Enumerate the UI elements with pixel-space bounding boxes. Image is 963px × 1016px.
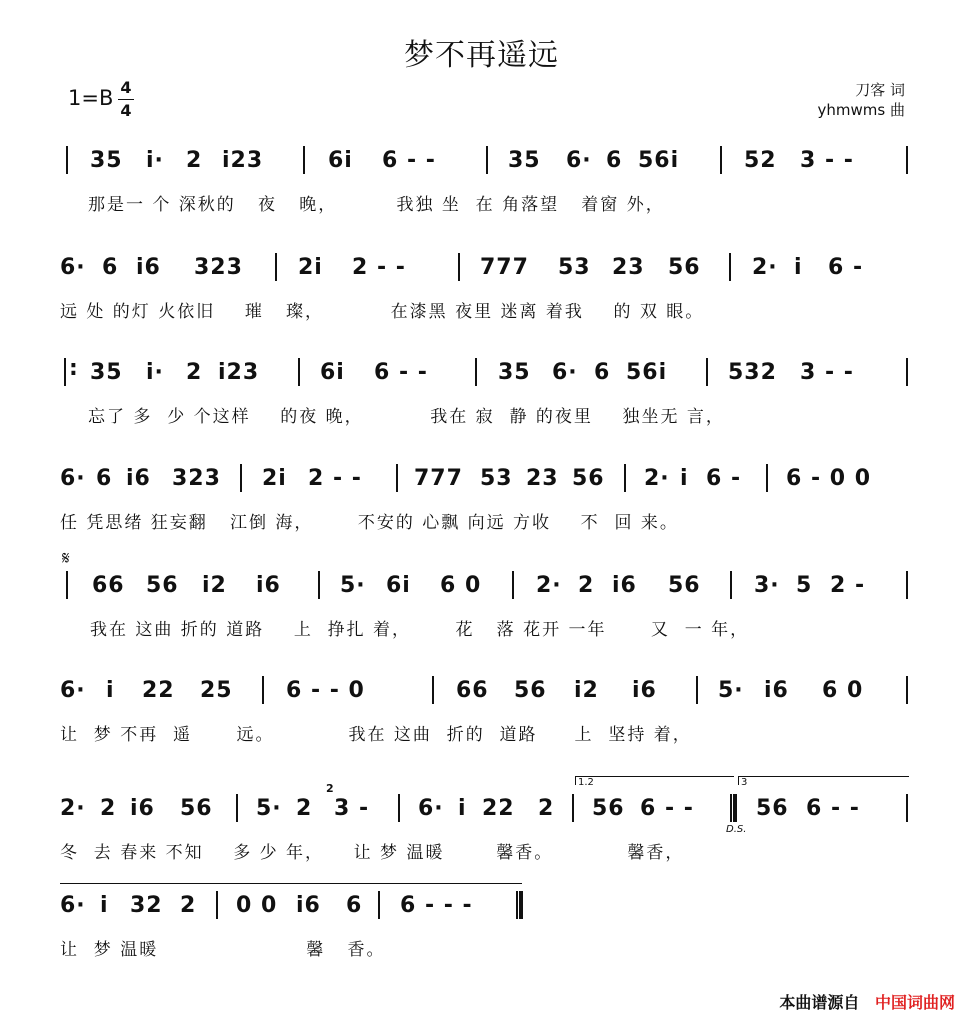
note-group: i2 (202, 573, 227, 598)
note-group: 3 - - (800, 148, 854, 173)
note-group: 6 - 0 0 (786, 466, 872, 491)
note-group: 2 (578, 573, 595, 598)
note-group: 23 (612, 255, 645, 280)
note-group: 6· (566, 148, 592, 173)
note-group: 53 (480, 466, 513, 491)
note-group: 6· (418, 796, 444, 821)
lyrics-line: 那是一 个 深秋的 夜 晚， 我独 坐 在 角落望 着窗 外， (88, 195, 665, 215)
notation-line (0, 885, 963, 925)
note-group: 2i (262, 466, 287, 491)
note-group: 5· (256, 796, 282, 821)
note-group: 2· (752, 255, 778, 280)
note-group: 6· (552, 360, 578, 385)
score-row-2 (0, 247, 963, 347)
note-group: 6 (594, 360, 611, 385)
note-group: i· (146, 360, 164, 385)
score-row-4 (0, 458, 963, 558)
note-group: 6 - - (640, 796, 694, 821)
note-group: 2 - - (352, 255, 406, 280)
score-row-5 (0, 565, 963, 665)
volta-second-ending: 3 (738, 776, 909, 785)
score-row-8 (0, 885, 963, 985)
notation-line (0, 140, 963, 180)
score-row-1 (0, 140, 963, 240)
note-group: i6 (612, 573, 637, 598)
note-group: i (100, 893, 109, 918)
note-group: 6· (60, 678, 86, 703)
time-signature (118, 78, 134, 121)
note-group: 532 (728, 360, 777, 385)
note-group: i23 (222, 148, 264, 173)
note-group: i6 (136, 255, 161, 280)
score-row-6 (0, 670, 963, 770)
notation-line (0, 670, 963, 710)
footer-site-link[interactable]: 中国词曲网 (874, 993, 955, 1012)
note-group: i6 (632, 678, 657, 703)
note-group: 6· (60, 255, 86, 280)
note-group: 56 (146, 573, 179, 598)
note-group: i· (146, 148, 164, 173)
note-group: 5· (340, 573, 366, 598)
note-group: 2 (180, 893, 197, 918)
note-group: 2· (644, 466, 670, 491)
note-group: 3 - - (800, 360, 854, 385)
note-group: 777 (480, 255, 529, 280)
note-group: 323 (172, 466, 221, 491)
note-group: 5· (718, 678, 744, 703)
note-group: 66 (92, 573, 125, 598)
note-group: 6 0 (822, 678, 864, 703)
note-group: i6 (764, 678, 789, 703)
note-group: 56 (668, 255, 701, 280)
note-group: 22 (142, 678, 175, 703)
segno-sign: 𝄋 (62, 548, 70, 569)
note-group: i6 (296, 893, 321, 918)
note-group: 6 - - (374, 360, 428, 385)
note-group: 3 - (334, 796, 370, 821)
note-group: 56 (668, 573, 701, 598)
credits (818, 80, 905, 120)
note-group: 6i (386, 573, 411, 598)
score-row-3 (0, 352, 963, 452)
lyricist-credit: 刀客 词 (855, 81, 905, 99)
note-group: i2 (574, 678, 599, 703)
composer-credit: yhmwms 曲 (817, 101, 905, 119)
note-group: 35 (508, 148, 541, 173)
note-group: 56 (756, 796, 789, 821)
note-group: 2· (60, 796, 86, 821)
notation-line (0, 352, 963, 392)
note-group: 56i (638, 148, 680, 173)
note-group: 6i (328, 148, 353, 173)
grace-note: 2 (326, 782, 335, 795)
note-group: 2 (186, 360, 203, 385)
note-group: 56 (180, 796, 213, 821)
note-group: i (794, 255, 803, 280)
note-group: 2 (100, 796, 117, 821)
note-group: 35 (90, 148, 123, 173)
coda-bracket (60, 883, 522, 884)
note-group: 6 (606, 148, 623, 173)
score-row-7 (0, 777, 963, 888)
note-group: 2 - (830, 573, 866, 598)
note-group: 23 (526, 466, 559, 491)
lyrics-line: 远 处 的灯 火依旧 璀 璨， 在漆黑 夜里 迷离 着我 的 双 眼。 (60, 302, 705, 322)
note-group: 6 (346, 893, 363, 918)
note-group: 56i (626, 360, 668, 385)
note-group: 53 (558, 255, 591, 280)
note-group: i (106, 678, 115, 703)
note-group: 35 (90, 360, 123, 385)
footer-credit (779, 990, 955, 1013)
note-group: 3· (754, 573, 780, 598)
note-group: 323 (194, 255, 243, 280)
lyrics-line: 冬 去 春来 不知 多 少 年， 让 梦 温暖 馨香。 馨香， (60, 843, 685, 863)
time-signature-top: 4 (120, 78, 132, 97)
final-barline (516, 891, 523, 919)
note-group: 6 (102, 255, 119, 280)
note-group: i6 (126, 466, 151, 491)
note-group: 6 - - (382, 148, 436, 173)
note-group: 35 (498, 360, 531, 385)
note-group: 52 (744, 148, 777, 173)
lyrics-line: 任 凭思绪 狂妄翻 江倒 海， 不安的 心飘 向远 方收 不 回 来。 (60, 513, 679, 533)
time-signature-bottom: 4 (120, 101, 132, 120)
note-group: 2 (296, 796, 313, 821)
note-group: 0 0 (236, 893, 278, 918)
note-group: 32 (130, 893, 163, 918)
note-group: i (458, 796, 467, 821)
lyrics-line: 忘了 多 少 个这样 的夜 晚， 我在 寂 静 的夜里 独坐无 言， (88, 407, 725, 427)
note-group: i23 (218, 360, 260, 385)
note-group: 6i (320, 360, 345, 385)
note-group: 22 (482, 796, 515, 821)
note-group: 2· (536, 573, 562, 598)
note-group: 777 (414, 466, 463, 491)
volta-first-ending: 1.2 (575, 776, 734, 785)
lyrics-line: 让 梦 不再 遥 远。 我在 这曲 折的 道路 上 坚持 着， (60, 725, 692, 745)
note-group: i6 (256, 573, 281, 598)
note-group: 6 - (706, 466, 742, 491)
lyrics-line: 我在 这曲 折的 道路 上 挣扎 着， 花 落 花开 一年 又 一 年， (90, 620, 750, 640)
note-group: 5 (796, 573, 813, 598)
note-group: 6 - - - (400, 893, 473, 918)
note-group: 6 - - 0 (286, 678, 365, 703)
note-group: 2 - - (308, 466, 362, 491)
note-group: 2 (538, 796, 555, 821)
note-group: 6 - (828, 255, 864, 280)
note-group: 6· (60, 893, 86, 918)
note-group: 6 - - (806, 796, 860, 821)
notation-line (0, 565, 963, 605)
note-group: 6· (60, 466, 86, 491)
page-title: 梦不再遥远 (404, 38, 559, 73)
note-group: 2 (186, 148, 203, 173)
note-group: 25 (200, 678, 233, 703)
note-group: 66 (456, 678, 489, 703)
note-group: 56 (514, 678, 547, 703)
note-group: 2i (298, 255, 323, 280)
footer-source-label: 本曲谱源自 (779, 993, 860, 1012)
key-signature: 1=B (68, 86, 114, 110)
lyrics-line: 让 梦 温暖 馨 香。 (60, 940, 386, 960)
note-group: i (680, 466, 689, 491)
note-group: i6 (130, 796, 155, 821)
note-group: 6 (96, 466, 113, 491)
ds-marking: D.S. (726, 824, 747, 835)
notation-line (0, 247, 963, 287)
note-group: 6 0 (440, 573, 482, 598)
repeat-end (730, 794, 737, 822)
note-group: 56 (592, 796, 625, 821)
notation-line (0, 458, 963, 498)
repeat-start (64, 358, 78, 386)
note-group: 56 (572, 466, 605, 491)
